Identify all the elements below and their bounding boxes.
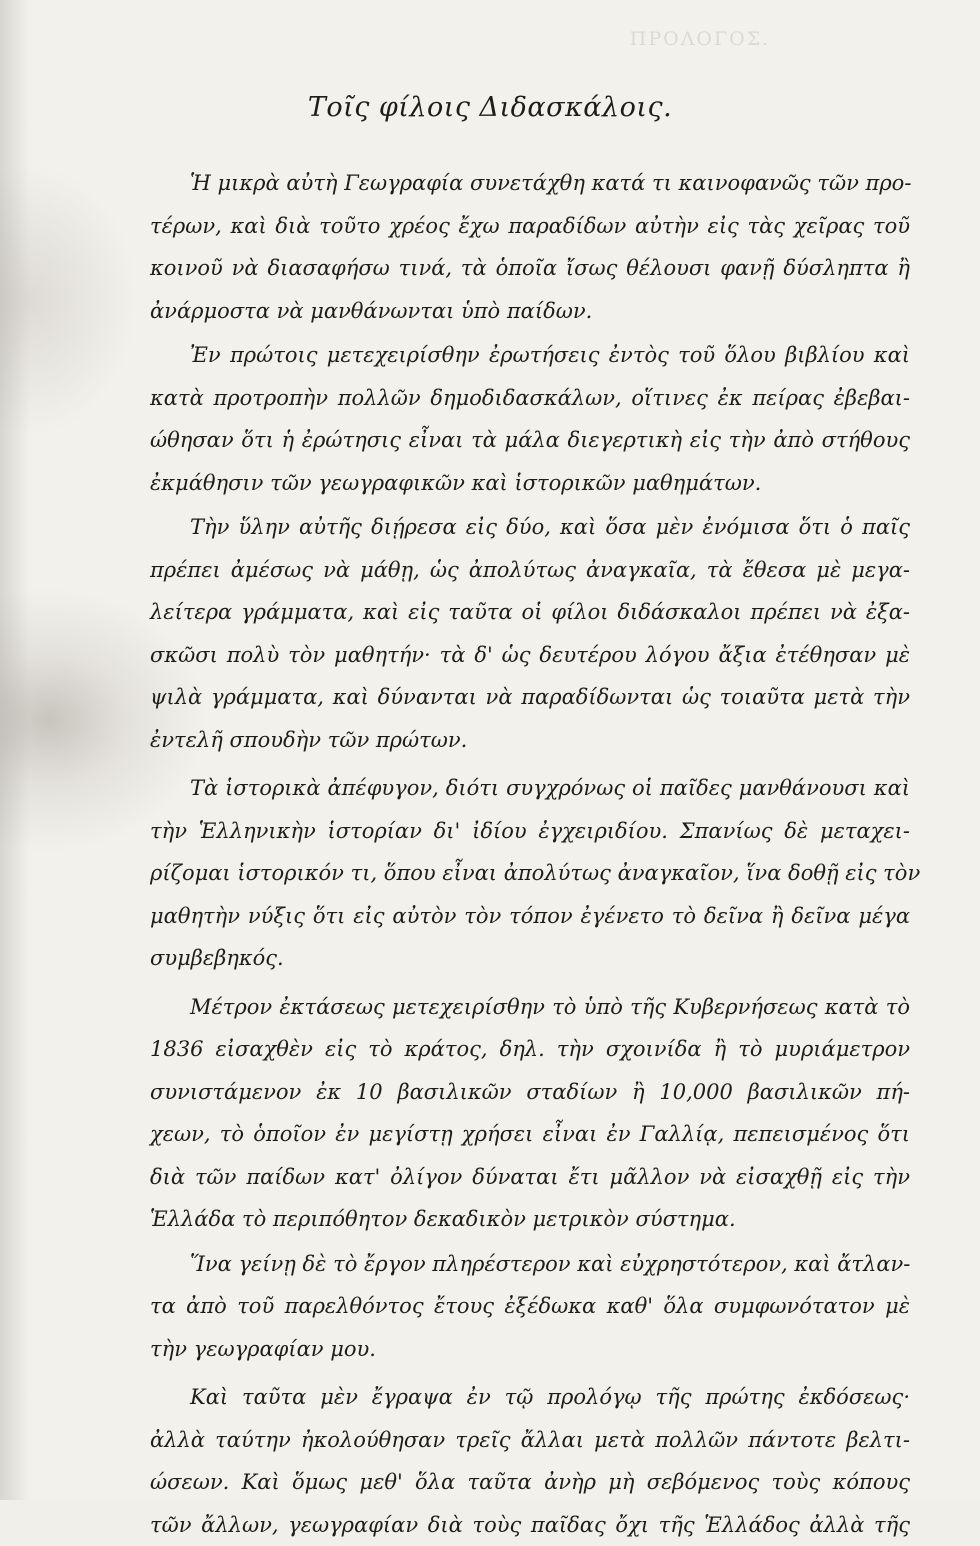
text-line: Ἐν πρώτοις μετεχειρίσθην ἐρωτήσεις ἐντὸς τοῦ ὅλου βιβλίου καὶ xyxy=(150,334,910,377)
text-line: τὴν γεωγραφίαν μου. xyxy=(150,1328,910,1371)
text-line: Καὶ ταῦτα μὲν ἔγραψα ἐν τῷ προλόγῳ τῆς πρώτης ἐκδόσεως· xyxy=(150,1376,910,1419)
text-line: Ἡ μικρὰ αὐτὴ Γεωγραφία συνετάχθη κατά τι καινοφανῶς τῶν προ- xyxy=(150,162,910,205)
page-title: Τοῖς φίλοις Διδασκάλοις. xyxy=(0,92,980,123)
text-line: ἀλλὰ ταύτην ἠκολούθησαν τρεῖς ἄλλαι μετὰ πολλῶν πάντοτε βελτι- xyxy=(150,1419,910,1462)
text-line: 1836 εἰσαχθὲν εἰς τὸ κράτος, δηλ. τὴν σχοινίδα ἢ τὸ μυριάμετρον xyxy=(150,1028,910,1071)
paragraph xyxy=(150,1376,910,1546)
text-line: Τὴν ὕλην αὐτῆς διῄρεσα εἰς δύο, καὶ ὅσα μὲν ἐνόμισα ὅτι ὁ παῖς xyxy=(150,506,910,549)
text-line: τῶν ἄλλων, γεωγραφίαν διὰ τοὺς παῖδας ὄχι τῆς Ἑλλάδος ἀλλὰ τῆς xyxy=(150,1504,910,1546)
text-line: ρίζομαι ἱστορικόν τι, ὅπου εἶναι ἀπολύτως ἀναγκαῖον, ἵνα δοθῇ εἰς τὸν xyxy=(150,852,910,895)
paragraph xyxy=(150,1243,910,1371)
text-line: πρέπει ἀμέσως νὰ μάθῃ, ὡς ἀπολύτως ἀναγκαῖα, τὰ ἔθεσα μὲ μεγα- xyxy=(150,549,910,592)
text-line: μαθητὴν νύξις ὅτι εἰς αὐτὸν τὸν τόπον ἐγένετο τὸ δεῖνα ἢ δεῖνα μέγα xyxy=(150,895,910,938)
text-line: συμβεβηκός. xyxy=(150,937,910,980)
text-line: χεων, τὸ ὁποῖον ἐν μεγίστῃ χρήσει εἶναι ἐν Γαλλίᾳ, πεπεισμένος ὅτι xyxy=(150,1113,910,1156)
text-line: σκῶσι πολὺ τὸν μαθητήν· τὰ δ' ὡς δευτέρου λόγου ἄξια ἐτέθησαν μὲ xyxy=(150,634,910,677)
text-line: Ἵνα γείνῃ δὲ τὸ ἔργον πληρέστερον καὶ εὐχρηστότερον, καὶ ἄτλαν- xyxy=(150,1243,910,1286)
paragraph xyxy=(150,506,910,761)
text-line: συνιστάμενον ἐκ 10 βασιλικῶν σταδίων ἢ 10,000 βασιλικῶν πή- xyxy=(150,1071,910,1114)
paragraph xyxy=(150,986,910,1241)
text-line: Τὰ ἱστορικὰ ἀπέφυγον, διότι συγχρόνως οἱ παῖδες μανθάνουσι καὶ xyxy=(150,767,910,810)
bleed-through-heading: ΠΡΟΛΟΓΟΣ. xyxy=(470,28,930,50)
text-line: τα ἀπὸ τοῦ παρελθόντος ἔτους ἐξέδωκα καθ' ὅλα συμφωνότατον μὲ xyxy=(150,1285,910,1328)
paragraph xyxy=(150,767,910,980)
text-line: Μέτρον ἐκτάσεως μετεχειρίσθην τὸ ὑπὸ τῆς Κυβερνήσεως κατὰ τὸ xyxy=(150,986,910,1029)
text-line: ἀνάρμοστα νὰ μανθάνωνται ὑπὸ παίδων. xyxy=(150,290,910,333)
paragraph xyxy=(150,162,910,332)
text-line: ψιλὰ γράμματα, καὶ δύνανται νὰ παραδίδωνται ὡς τοιαῦτα μετὰ τὴν xyxy=(150,676,910,719)
text-line: Ἑλλάδα τὸ περιπόθητον δεκαδικὸν μετρικὸν σύστημα. xyxy=(150,1198,910,1241)
text-line: ώθησαν ὅτι ἡ ἐρώτησις εἶναι τὰ μάλα διεγερτικὴ εἰς τὴν ἀπὸ στήθους xyxy=(150,419,910,462)
preface-body xyxy=(150,162,910,1546)
text-line: τέρων, καὶ διὰ τοῦτο χρέος ἔχω παραδίδων αὐτὴν εἰς τὰς χεῖρας τοῦ xyxy=(150,205,910,248)
text-line: ἐντελῆ σπουδὴν τῶν πρώτων. xyxy=(150,719,910,762)
text-line: λείτερα γράμματα, καὶ εἰς ταῦτα οἱ φίλοι διδάσκαλοι πρέπει νὰ ἐξα- xyxy=(150,591,910,634)
text-line: διὰ τῶν παίδων κατ' ὀλίγον δύναται ἔτι μᾶλλον νὰ εἰσαχθῇ εἰς τὴν xyxy=(150,1156,910,1199)
paragraph xyxy=(150,334,910,504)
text-line: τὴν Ἑλληνικὴν ἱστορίαν δι' ἰδίου ἐγχειριδίου. Σπανίως δὲ μεταχει- xyxy=(150,810,910,853)
text-line: κατὰ προτροπὴν πολλῶν δημοδιδασκάλων, οἵτινες ἐκ πείρας ἐβεβαι- xyxy=(150,377,910,420)
text-line: κοινοῦ νὰ διασαφήσω τινά, τὰ ὁποῖα ἴσως θέλουσι φανῇ δύσληπτα ἢ xyxy=(150,247,910,290)
text-line: ἐκμάθησιν τῶν γεωγραφικῶν καὶ ἱστορικῶν μαθημάτων. xyxy=(150,462,910,505)
text-line: ώσεων. Καὶ ὅμως μεθ' ὅλα ταῦτα ἀνὴρ μὴ σεβόμενος τοὺς κόπους xyxy=(150,1461,910,1504)
